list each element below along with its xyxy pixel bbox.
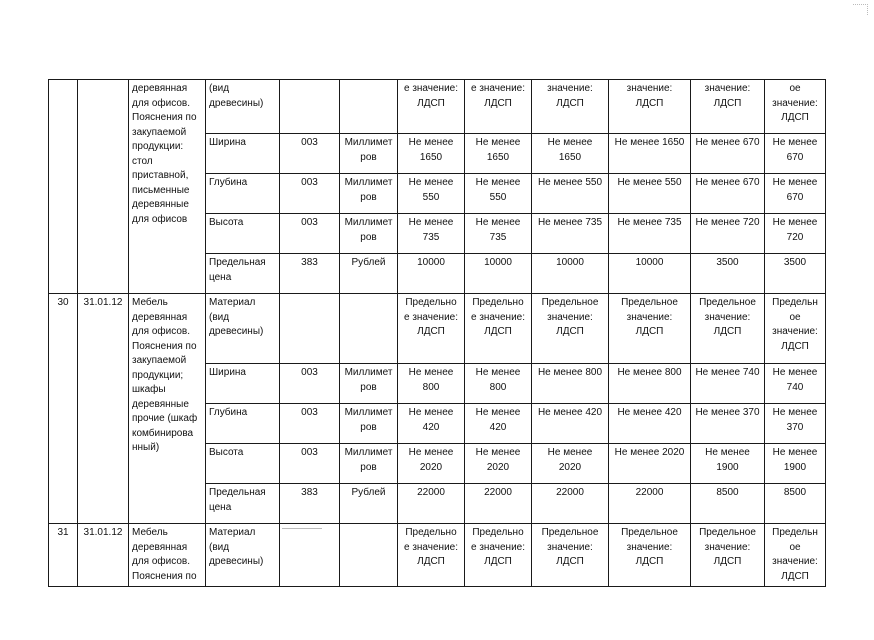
unit-name-cell: Миллимет ров — [340, 404, 398, 444]
value-cell: Не менее 550 — [398, 174, 465, 214]
row-number-cell: 30 — [49, 294, 78, 524]
value-cell: 3500 — [765, 254, 826, 294]
unit-name-cell — [340, 80, 398, 134]
unit-code-cell: 003 — [280, 444, 340, 484]
unit-name-cell: Миллимет ров — [340, 214, 398, 254]
unit-code-cell: 003 — [280, 174, 340, 214]
value-cell: Предельное значение: ЛДСП — [609, 524, 691, 587]
characteristic-name-cell: Высота — [206, 214, 280, 254]
value-cell: Предельно е значение: ЛДСП — [398, 524, 465, 587]
unit-code-cell — [280, 80, 340, 134]
table-row — [49, 294, 826, 364]
value-cell: 10000 — [398, 254, 465, 294]
value-cell: Не менее 1650 — [398, 134, 465, 174]
value-cell: Не менее 1650 — [465, 134, 532, 174]
unit-name-cell: Миллимет ров — [340, 174, 398, 214]
unit-name-cell: Рублей — [340, 484, 398, 524]
value-cell: 10000 — [465, 254, 532, 294]
value-cell: Не менее 670 — [691, 174, 765, 214]
value-cell: 22000 — [609, 484, 691, 524]
value-cell: Не менее 2020 — [465, 444, 532, 484]
value-cell: Не менее 550 — [609, 174, 691, 214]
unit-name-cell — [340, 524, 398, 587]
date-cell: 31.01.12 — [78, 294, 129, 524]
value-cell: Предельн ое значение: ЛДСП — [765, 294, 826, 364]
value-cell: 22000 — [465, 484, 532, 524]
value-cell: Предельное значение: ЛДСП — [532, 294, 609, 364]
value-cell: 10000 — [532, 254, 609, 294]
value-cell: Не менее 420 — [532, 404, 609, 444]
value-cell: значение: ЛДСП — [691, 80, 765, 134]
value-cell: Не менее 740 — [691, 364, 765, 404]
value-cell: Не менее 2020 — [532, 444, 609, 484]
value-cell: Не менее 2020 — [609, 444, 691, 484]
value-cell: Не менее 420 — [398, 404, 465, 444]
value-cell: е значение: ЛДСП — [398, 80, 465, 134]
characteristic-name-cell: Ширина — [206, 364, 280, 404]
characteristic-name-cell: (вид древесины) — [206, 80, 280, 134]
unit-code-cell: 003 — [280, 364, 340, 404]
value-cell: Не менее 2020 — [398, 444, 465, 484]
value-cell: Не менее 1650 — [609, 134, 691, 174]
characteristic-name-cell: Высота — [206, 444, 280, 484]
value-cell: Не менее 550 — [465, 174, 532, 214]
value-cell: Не менее 420 — [465, 404, 532, 444]
row-number-cell: 31 — [49, 524, 78, 587]
value-cell: Не менее 420 — [609, 404, 691, 444]
value-cell: 22000 — [398, 484, 465, 524]
value-cell: Не менее 735 — [609, 214, 691, 254]
requirements-table — [48, 79, 826, 587]
table-row — [49, 524, 826, 587]
unit-code-cell: 383 — [280, 484, 340, 524]
value-cell: 3500 — [691, 254, 765, 294]
value-cell: Предельное значение: ЛДСП — [532, 524, 609, 587]
characteristic-name-cell: Материал (вид древесины) — [206, 524, 280, 587]
value-cell: Не менее 1900 — [691, 444, 765, 484]
unit-code-cell — [280, 524, 340, 587]
value-cell: Предельно е значение: ЛДСП — [465, 524, 532, 587]
value-cell: ое значение: ЛДСП — [765, 80, 826, 134]
value-cell: Предельно е значение: ЛДСП — [465, 294, 532, 364]
table-row — [49, 80, 826, 134]
characteristic-name-cell: Ширина — [206, 134, 280, 174]
value-cell: Не менее 370 — [691, 404, 765, 444]
unit-code-cell: 003 — [280, 134, 340, 174]
value-cell: Не менее 370 — [765, 404, 826, 444]
value-cell: 22000 — [532, 484, 609, 524]
characteristic-name-cell: Предельная цена — [206, 484, 280, 524]
value-cell: Не менее 670 — [765, 174, 826, 214]
scan-smudge — [282, 528, 322, 529]
characteristic-name-cell: Материал (вид древесины) — [206, 294, 280, 364]
value-cell: значение: ЛДСП — [532, 80, 609, 134]
value-cell: Не менее 1900 — [765, 444, 826, 484]
value-cell: 8500 — [765, 484, 826, 524]
value-cell: Не менее 800 — [609, 364, 691, 404]
value-cell: 8500 — [691, 484, 765, 524]
value-cell: Не менее 670 — [691, 134, 765, 174]
description-cell: Мебель деревянная для офисов. Пояснения по — [129, 524, 206, 587]
characteristic-name-cell: Предельная цена — [206, 254, 280, 294]
unit-code-cell — [280, 294, 340, 364]
date-cell — [78, 80, 129, 294]
value-cell: Не менее 1650 — [532, 134, 609, 174]
value-cell: Не менее 720 — [765, 214, 826, 254]
unit-name-cell: Миллимет ров — [340, 364, 398, 404]
value-cell: Не менее 800 — [465, 364, 532, 404]
characteristic-name-cell: Глубина — [206, 174, 280, 214]
value-cell: е значение: ЛДСП — [465, 80, 532, 134]
value-cell: 10000 — [609, 254, 691, 294]
table-body — [49, 80, 826, 587]
value-cell: Предельное значение: ЛДСП — [691, 294, 765, 364]
value-cell: Не менее 800 — [398, 364, 465, 404]
value-cell: Не менее 735 — [465, 214, 532, 254]
unit-name-cell: Рублей — [340, 254, 398, 294]
value-cell: Не менее 720 — [691, 214, 765, 254]
unit-code-cell: 003 — [280, 214, 340, 254]
unit-name-cell: Миллимет ров — [340, 444, 398, 484]
value-cell: Не менее 735 — [532, 214, 609, 254]
unit-name-cell — [340, 294, 398, 364]
value-cell: Не менее 735 — [398, 214, 465, 254]
row-number-cell — [49, 80, 78, 294]
description-cell: деревянная для офисов. Пояснения по закупаемой продукции: стол приставной, письменные деревянные для офисов — [129, 80, 206, 294]
value-cell: Предельное значение: ЛДСП — [609, 294, 691, 364]
unit-name-cell: Миллимет ров — [340, 134, 398, 174]
scan-corner-mark — [853, 4, 868, 15]
date-cell: 31.01.12 — [78, 524, 129, 587]
description-cell: Мебель деревянная для офисов. Пояснения по закупаемой продукции; шкафы деревянные прочие (шкаф комбинирова нный) — [129, 294, 206, 524]
value-cell: Не менее 800 — [532, 364, 609, 404]
unit-code-cell: 383 — [280, 254, 340, 294]
value-cell: Не менее 740 — [765, 364, 826, 404]
characteristic-name-cell: Глубина — [206, 404, 280, 444]
value-cell: Не менее 550 — [532, 174, 609, 214]
value-cell: Не менее 670 — [765, 134, 826, 174]
value-cell: значение: ЛДСП — [609, 80, 691, 134]
value-cell: Предельное значение: ЛДСП — [691, 524, 765, 587]
value-cell: Предельно е значение: ЛДСП — [398, 294, 465, 364]
unit-code-cell: 003 — [280, 404, 340, 444]
value-cell: Предельн ое значение: ЛДСП — [765, 524, 826, 587]
